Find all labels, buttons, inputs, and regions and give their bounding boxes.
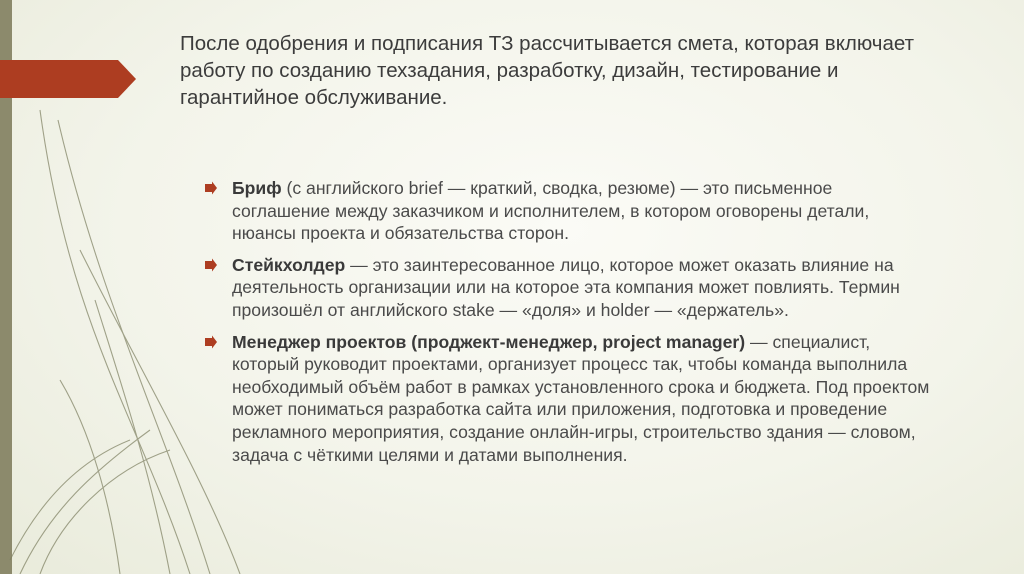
list-item [232, 331, 932, 467]
term-stakeholder: Стейкхолдер [232, 254, 346, 275]
term-brief: Бриф [232, 178, 282, 198]
bullet-list [232, 177, 932, 475]
arrow-bullet-icon [204, 181, 218, 195]
definition-project-manager: — специалист, который руководит проектами, организует процесс так, чтобы команда выполнила необходимый объём работ в рамках установленного срока и бюджета. Под проектом может пониматься разработка сайта или приложения, подготовка и проведение рекламного мероприятия, создание онлайн-игры, строительство здания — словом, задача с чёткими целями и датами выполнения. [232, 331, 930, 465]
definition-stakeholder: — это заинтересованное лицо, которое может оказать влияние на деятельность организации или на которое эта компания может повлиять. Термин произошёл от английского stake — «доля» и holder — «держатель». [232, 254, 900, 320]
accent-arrow-shape [0, 60, 136, 98]
definition-brief: (с английского brief — краткий, сводка, резюме) — это письменное соглашение между заказчиком и исполнителем, в котором оговорены детали, нюансы проекта и обязательства сторон. [232, 178, 870, 244]
slide-title: После одобрения и подписания ТЗ рассчитывается смета, которая включает работу по созданию техзадания, разработку, дизайн, тестирование и гарантийное обслуживание. [180, 32, 914, 109]
term-project-manager: Менеджер проектов (проджект-менеджер, project manager) [232, 331, 746, 352]
arrow-bullet-icon [204, 335, 218, 349]
list-item [232, 254, 932, 322]
list-item [232, 177, 932, 245]
arrow-bullet-icon [204, 258, 218, 272]
